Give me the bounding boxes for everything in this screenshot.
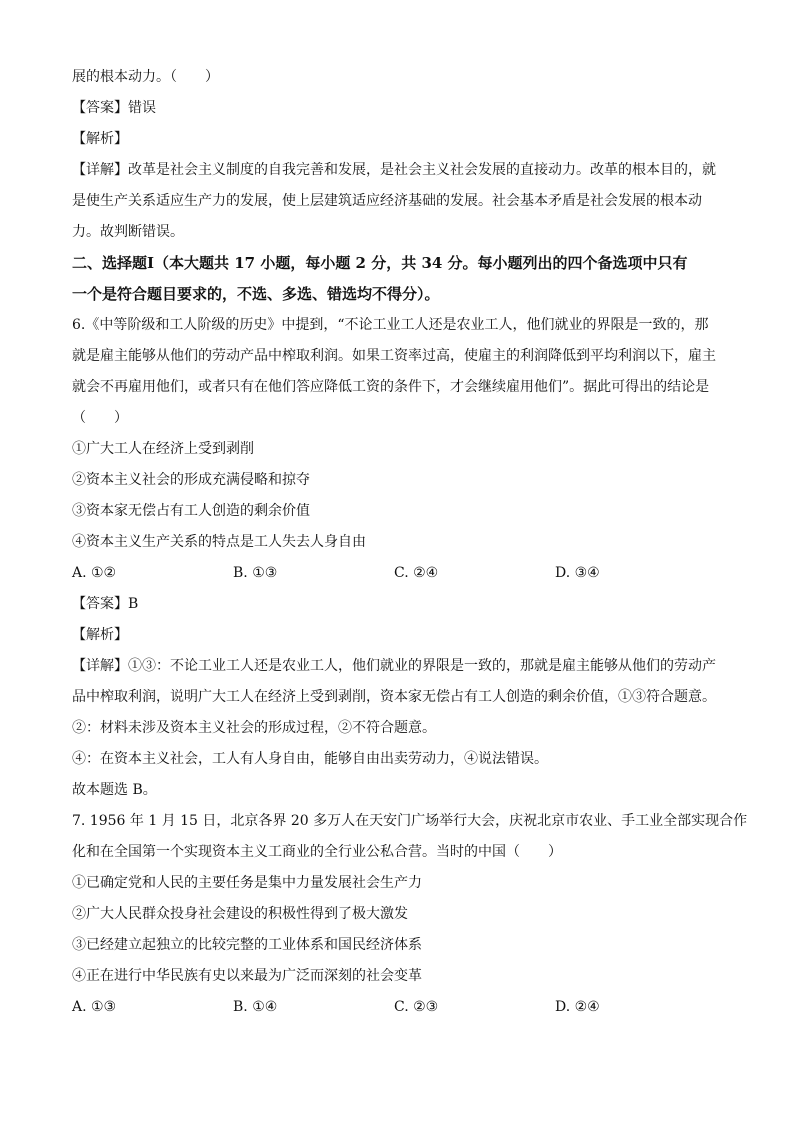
detail-line: 是使生产关系适应生产力的发展，使上层建筑适应经济基础的发展。社会基本矛盾是社会发展的根本动 [72, 193, 702, 209]
text-line: 展的根本动力。（ ） [72, 69, 219, 85]
detail-line: 品中榨取利润，说明广大工人在经济上受到剥削，资本家无偿占有工人创造的剩余价值，①③符合题意。 [72, 689, 716, 705]
option-b: B. ①④ [233, 999, 278, 1015]
conclusion-line: 故本题选 B。 [72, 782, 157, 798]
statement-item: ①广大工人在经济上受到剥削 [72, 441, 254, 457]
question-stem: 6.《中等阶级和工人阶级的历史》中提到，“不论工业工人还是农业工人，他们就业的界限是一致的，那 [72, 317, 709, 333]
question-stem: 化和在全国第一个实现资本主义工商业的全行业公私合营。当时的中国（ ） [72, 844, 562, 860]
detail-line: 力。故判断错误。 [72, 224, 184, 240]
document-page [72, 62, 748, 1023]
analysis-heading: 【解析】 [72, 131, 128, 147]
option-c: C. ②④ [394, 565, 439, 581]
question-stem: 7. 1956 年 1 月 15 日，北京各界 20 多万人在天安门广场举行大会，庆祝北京市农业、手工业全部实现合作 [72, 813, 748, 829]
question-7 [72, 806, 748, 1023]
statement-item: ④资本主义生产关系的特点是工人失去人身自由 [72, 534, 366, 550]
question-6 [72, 310, 722, 806]
detail-line: ④：在资本主义社会，工人有人身自由，能够自由出卖劳动力，④说法错误。 [72, 751, 548, 767]
statement-item: ①已确定党和人民的主要任务是集中力量发展社会生产力 [72, 875, 422, 891]
statement-item: ②资本主义社会的形成充满侵略和掠夺 [72, 472, 310, 488]
answer-line: 【答案】B [72, 596, 139, 612]
options-row [72, 992, 722, 1023]
option-d: D. ③④ [555, 565, 600, 581]
statement-item: ②广大人民群众投身社会建设的积极性得到了极大激发 [72, 906, 408, 922]
statement-item: ④正在进行中华民族有史以来最为广泛而深刻的社会变革 [72, 968, 422, 984]
statement-item: ③资本家无偿占有工人创造的剩余价值 [72, 503, 310, 519]
option-c: C. ②③ [394, 999, 439, 1015]
section-heading: 二、选择题Ⅰ（本大题共 17 小题，每小题 2 分，共 34 分。每小题列出的四个备选项中只有 [72, 254, 688, 272]
detail-line: ②：材料未涉及资本主义社会的形成过程，②不符合题意。 [72, 720, 436, 736]
detail-line: 【详解】改革是社会主义制度的自我完善和发展，是社会主义社会发展的直接动力。改革的根本目的，就 [72, 162, 716, 178]
question-stem: 就会不再雇用他们，或者只有在他们答应降低工资的条件下，才会继续雇用他们”。据此可得出的结论是 [72, 379, 710, 395]
option-a: A. ①② [72, 565, 117, 581]
detail-line: 【详解】①③：不论工业工人还是农业工人，他们就业的界限是一致的，那就是雇主能够从他们的劳动产 [72, 658, 716, 674]
question-stem: 就是雇主能够从他们的劳动产品中榨取利润。如果工资率过高，使雇主的利润降低到平均利润以下，雇主 [72, 348, 716, 364]
option-d: D. ②④ [555, 999, 600, 1015]
statement-item: ③已经建立起独立的比较完整的工业体系和国民经济体系 [72, 937, 422, 953]
option-a: A. ①③ [72, 999, 117, 1015]
answer-line: 【答案】错误 [72, 100, 156, 116]
option-b: B. ①③ [233, 565, 278, 581]
analysis-heading: 【解析】 [72, 627, 128, 643]
section-heading: 一个是符合题目要求的，不选、多选、错选均不得分）。 [72, 285, 440, 303]
question-stem: （ ） [72, 410, 128, 426]
options-row [72, 558, 722, 589]
